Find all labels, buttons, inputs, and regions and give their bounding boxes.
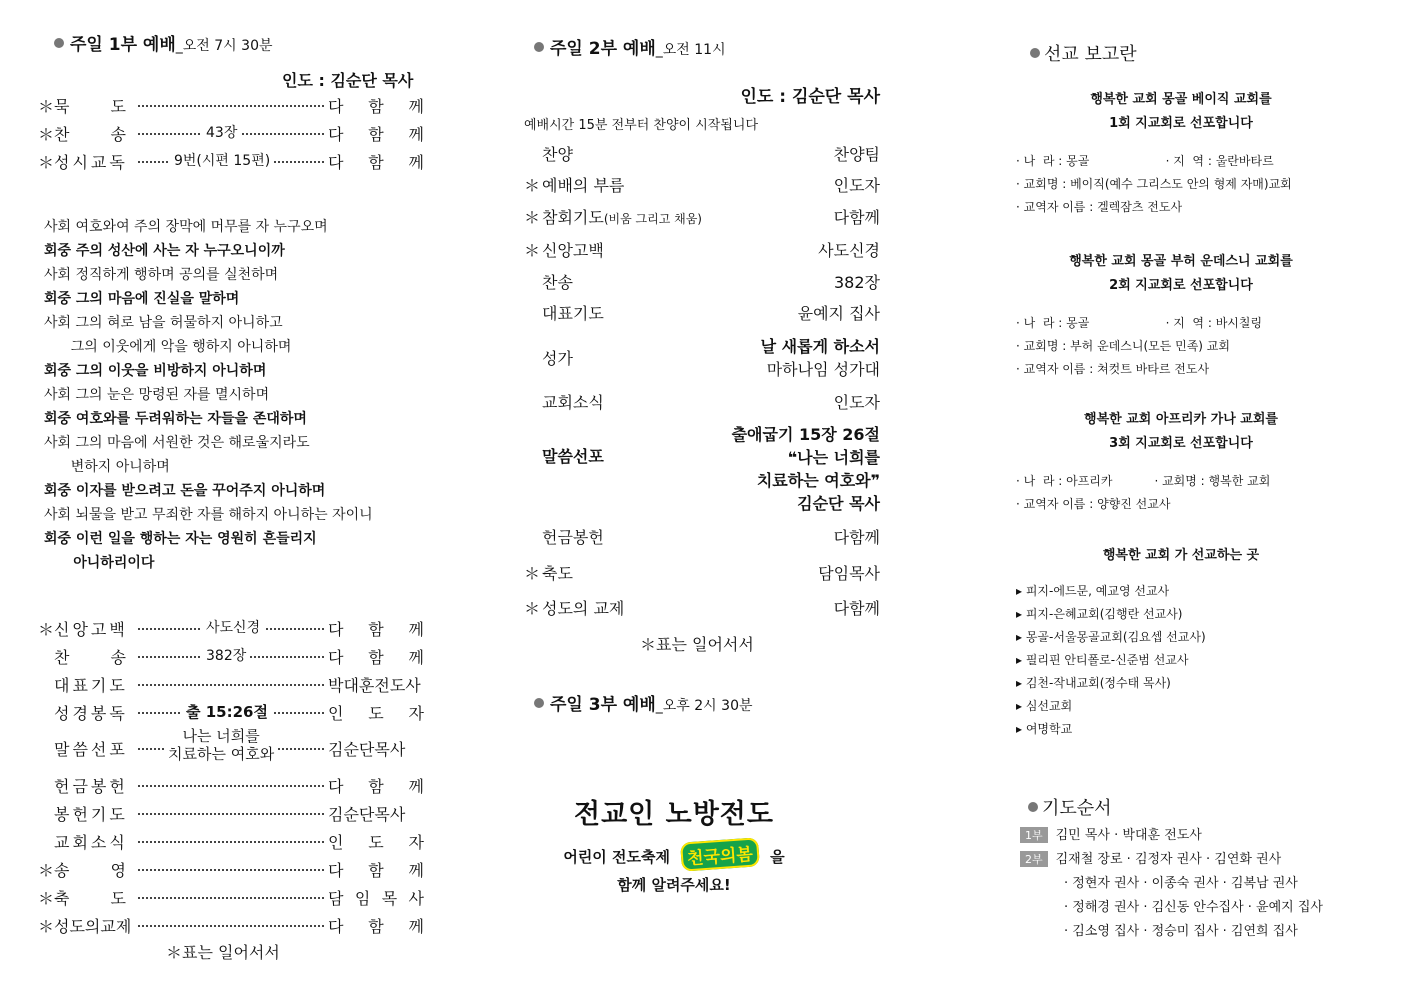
leader-dots: [138, 105, 324, 107]
standing-mark: ＊: [38, 153, 55, 172]
order-leader: [328, 617, 424, 640]
anthem-choir: 마하나임 성가대: [766, 360, 880, 379]
standing-mark: ＊: [524, 241, 541, 260]
order-detail: 나는 너희를 치료하는 여호와: [164, 727, 278, 763]
promo-line1: [524, 840, 824, 869]
order-row: [524, 596, 880, 620]
reading-line: 회중 여호와를 두려워하는 자들을 존대하며: [44, 411, 307, 427]
order-leader-char: 함: [368, 97, 384, 116]
prayer-row: [1064, 872, 1298, 891]
order-label-note: (비움 그리고 채움): [603, 212, 702, 226]
order-leader-char: 께: [408, 648, 424, 667]
reading-line: 사회 그의 마음에 서원한 것은 해로울지라도: [44, 435, 310, 451]
order-leader-char: 함: [368, 917, 384, 936]
order-leader-char: 께: [408, 620, 424, 639]
order-leader: [328, 94, 424, 117]
leader-dots: [138, 684, 324, 686]
order-leader-char: 함: [368, 861, 384, 880]
mission-detail: · 교역자 이름 : 겔렉잠츠 전도사: [1016, 200, 1183, 214]
standing-mark: ＊: [524, 176, 541, 195]
order-label: [542, 238, 604, 261]
mission-subheading: 2회 지교회로 선포합니다: [1109, 278, 1253, 293]
order-leader-char: 인: [328, 704, 344, 723]
order-label-text: 예배의 부름: [542, 176, 625, 195]
order-leader: [328, 737, 424, 760]
order-leader-char: 다: [328, 620, 344, 639]
order-label: 신앙고백: [54, 620, 128, 639]
reading-line: 회중 이자를 받으려고 돈을 꾸어주지 아니하며: [44, 483, 326, 499]
second-service-leader: 인도 : 김순단 목사: [740, 87, 880, 107]
order-label-text: 대표기도: [542, 304, 604, 323]
mission-detail: · 교회명 : 부허 운데스니(모든 민족) 교회: [1016, 339, 1230, 353]
reading-line: 사회 여호와여 주의 장막에 머무를 자 누구오며: [44, 219, 328, 235]
mission-place: ▸ 심선교회: [1016, 699, 1073, 713]
mission-place: ▸ 피지-은혜교회(김행란 선교사): [1016, 607, 1183, 621]
prayer-names: 김재철 장로 · 김정자 권사 · 김연화 권사: [1055, 852, 1282, 867]
prayer-names: · 김소영 집사 · 정승미 집사 · 김연희 집사: [1064, 924, 1298, 939]
order-leader: [328, 645, 424, 668]
order-detail: 사도신경: [202, 617, 264, 637]
order-leader-char: 목: [381, 889, 398, 908]
mission-detail: · 나 라 : 아프리카 · 교회명 : 행복한 교회: [1016, 474, 1271, 488]
bullet-icon: [534, 698, 544, 708]
order-label: 헌금봉헌: [54, 777, 128, 796]
order-label: 말씀선포: [54, 740, 128, 759]
order-row: [524, 301, 880, 325]
reading-line: 사회 정직하게 행하며 공의를 실천하며: [44, 267, 279, 283]
reading-line: 회중 그의 이웃을 비방하지 아니하며: [44, 363, 267, 379]
leader-dots: [138, 925, 324, 927]
reading-line: 변하지 아니하며: [44, 459, 170, 475]
order-leader: 382장: [834, 273, 880, 292]
order-label: 성시교독: [54, 153, 128, 172]
order-label: [542, 205, 702, 228]
reading-line: 사회 그의 눈은 망령된 자를 멸시하며: [44, 387, 270, 403]
mission-places-title: 행복한 교회 가 선교하는 곳: [1102, 548, 1260, 563]
standing-mark: ＊: [524, 599, 541, 618]
order-leader-char: 자: [408, 704, 424, 723]
mission-detail: · 교회명 : 베이직(예수 그리스도 안의 형제 자매)교회: [1016, 177, 1292, 191]
mission-place: ▸ 필리핀 안티폴로-신준범 선교사: [1016, 653, 1189, 667]
order-leader-char: 함: [368, 620, 384, 639]
order-leader-char: 김순단목사: [328, 740, 406, 759]
sermon-row: [524, 422, 880, 518]
reading-line: 아니하리이다: [44, 555, 155, 571]
third-service-title: [534, 690, 753, 715]
order-leader-char: 다: [328, 917, 344, 936]
sermon-title-line2: 치료하는 여호와❞: [756, 471, 880, 490]
second-service-title-text: 주일 2부 예배: [550, 39, 656, 59]
standing-mark: ＊: [524, 208, 541, 227]
order-row: [524, 238, 880, 262]
first-service-title-text: 주일 1부 예배: [70, 35, 176, 55]
standing-mark: ＊: [38, 125, 55, 144]
order-row: [38, 774, 428, 798]
order-row: [524, 525, 880, 549]
order-row: [524, 561, 880, 585]
order-row: [38, 802, 428, 826]
order-row: [38, 94, 428, 118]
order-label: 축도: [542, 564, 573, 583]
third-service-title-text: 주일 3부 예배: [550, 695, 656, 715]
sermon-title-line1: ❝나는 너희를: [787, 448, 880, 467]
order-label: 헌금봉헌: [542, 528, 604, 547]
order-leader-char: 다: [328, 861, 344, 880]
order-row: [524, 270, 880, 294]
bullet-icon: [534, 42, 544, 52]
standing-mark: ＊: [38, 97, 55, 116]
order-row: [38, 858, 428, 882]
order-detail: 43장: [202, 122, 241, 142]
mission-report-title-text: 선교 보고란: [1044, 44, 1137, 65]
leader-dots: [138, 869, 324, 871]
order-label: [542, 270, 573, 293]
order-row: [38, 886, 428, 910]
order-leader-char: 다: [328, 648, 344, 667]
order-label: 성도의교제: [54, 917, 132, 936]
order-leader: 윤예지 집사: [797, 304, 880, 323]
prayer-row: [1064, 920, 1298, 939]
mission-detail: · 교역자 이름 : 양향진 선교사: [1016, 497, 1171, 511]
mission-place: ▸ 피지-에드문, 예교영 선교사: [1016, 584, 1170, 598]
standing-mark: ＊: [38, 889, 55, 908]
order-label: 대표기도: [54, 676, 128, 695]
order-label: 묵 도: [54, 97, 129, 116]
order-leader: [328, 673, 424, 696]
reading-line: 그의 이웃에게 악을 행하지 아니하며: [44, 339, 292, 355]
order-leader: 다함께: [833, 528, 880, 547]
prayer-names: · 정현자 권사 · 이종숙 권사 · 김복남 권사: [1064, 876, 1298, 891]
festival-logo-badge: 천국의봄: [680, 837, 760, 871]
order-row: [38, 645, 428, 669]
order-row: [38, 701, 428, 725]
mission-heading: 행복한 교회 아프리카 가나 교회를: [1084, 412, 1278, 427]
order-leader: 찬양팀: [833, 145, 880, 164]
order-leader-char: 함: [368, 153, 384, 172]
order-leader-char: 다: [328, 125, 344, 144]
order-label: [542, 142, 573, 165]
order-label: [542, 301, 604, 324]
reading-line: 사회 뇌물을 받고 무죄한 자를 해하지 아니하는 자이니: [44, 507, 373, 523]
order-leader-char: 박대훈전도사: [328, 676, 421, 695]
order-leader: [328, 886, 424, 909]
order-label: 축 도: [54, 889, 129, 908]
mission-heading: 행복한 교회 몽골 부허 운데스니 교회를: [1069, 254, 1293, 269]
mission-subheading: 1회 지교회로 선포합니다: [1109, 116, 1253, 131]
order-leader-char: 도: [368, 833, 384, 852]
order-leader: [328, 858, 424, 881]
order-row: [38, 122, 428, 146]
leader-dots: [138, 841, 324, 843]
anthem-row: [524, 334, 880, 380]
order-label-text: 찬양: [542, 145, 573, 164]
prayer-names: 김민 목사 · 박대훈 전도사: [1055, 828, 1202, 843]
reading-line: 회중 그의 마음에 진실을 말하며: [44, 291, 240, 307]
prayer-order-title-text: 기도순서: [1042, 798, 1112, 819]
first-service-leader: 인도 : 김순단 목사: [282, 71, 414, 90]
anthem-title: 날 새롭게 하소서: [760, 337, 880, 356]
promo-particle: 을: [770, 848, 785, 866]
order-leader-char: 함: [368, 125, 384, 144]
order-leader-char: 김순단목사: [328, 805, 406, 824]
order-leader-char: 사: [408, 889, 424, 908]
order-label-text: 신앙고백: [542, 241, 604, 260]
order-leader: 다함께: [833, 208, 880, 227]
second-service-time: _오전 11시: [655, 42, 726, 58]
order-label: 찬 송: [54, 648, 129, 667]
order-leader: 다함께: [833, 599, 880, 618]
promo-headline: 전교인 노방전도: [574, 799, 774, 830]
order-label: [542, 173, 624, 196]
mission-subheading: 3회 지교회로 선포합니다: [1109, 436, 1253, 451]
order-leader-char: 께: [408, 917, 424, 936]
news-leader: 인도자: [833, 393, 880, 412]
prayer-names: · 정해경 권사 · 김신동 안수집사 · 윤예지 집사: [1064, 900, 1323, 915]
reading-line: 회중 주의 성산에 사는 자 누구오니이까: [44, 243, 285, 259]
order-leader-char: 임: [354, 889, 371, 908]
mission-place: ▸ 몽골-서울몽골교회(김요셉 선교사): [1016, 630, 1206, 644]
order-leader-char: 함: [368, 648, 384, 667]
reading-line: 사회 그의 혀로 남을 허물하지 아니하고: [44, 315, 283, 331]
mission-place: ▸ 김천-작내교회(정수태 목사): [1016, 676, 1171, 690]
order-leader: [328, 122, 424, 145]
first-service-footnote: ＊표는 일어서서: [166, 943, 280, 962]
standing-mark: ＊: [38, 620, 55, 639]
anthem-label: 성가: [542, 349, 573, 368]
standing-mark: ＊: [524, 564, 541, 583]
order-row: [38, 830, 428, 854]
prayer-order-title: [1028, 794, 1112, 820]
order-leader-char: 께: [408, 861, 424, 880]
order-label: 송 영: [54, 861, 129, 880]
first-service-title: [54, 30, 273, 55]
order-leader: [328, 914, 424, 937]
service-tag: 2부: [1020, 851, 1048, 867]
mission-detail: · 나 라 : 몽골 · 지 역 : 바시칠링: [1016, 316, 1263, 330]
order-leader-char: 께: [408, 777, 424, 796]
first-service-time: _오전 7시 30분: [175, 38, 273, 54]
order-row: [524, 142, 880, 166]
leader-dots: [138, 897, 324, 899]
order-row: [524, 205, 880, 229]
news-label: 교회소식: [542, 393, 604, 412]
prayer-row: [1020, 824, 1202, 843]
order-leader-char: 다: [328, 97, 344, 116]
second-service-title: [534, 34, 726, 59]
order-leader-char: 께: [408, 153, 424, 172]
mission-detail: · 나 라 : 몽골 · 지 역 : 울란바타르: [1016, 154, 1274, 168]
order-label: 성경봉독: [54, 704, 128, 723]
reading-line: 회중 이런 일을 행하는 자는 영원히 흔들리지: [44, 531, 317, 547]
prayer-row: [1064, 896, 1323, 915]
order-leader: 사도신경: [818, 241, 880, 260]
prayer-row: [1020, 848, 1281, 867]
order-leader-char: 도: [368, 704, 384, 723]
promo-line2: 함께 알려주세요!: [617, 876, 731, 894]
bullet-icon: [54, 38, 64, 48]
leader-dots: [138, 785, 324, 787]
order-detail: 출 15:26절: [182, 701, 272, 722]
order-leader: [328, 774, 424, 797]
leader-dots: [138, 813, 324, 815]
order-leader-char: 인: [328, 833, 344, 852]
order-leader: [328, 802, 424, 825]
order-label: 성도의 교제: [542, 599, 625, 618]
order-row: [38, 150, 428, 174]
order-label: 봉헌기도: [54, 805, 128, 824]
order-row: [38, 617, 428, 641]
mission-detail: · 교역자 이름 : 쳐컷트 바타르 전도사: [1016, 362, 1210, 376]
order-label: 교회소식: [54, 833, 128, 852]
news-row: [524, 390, 880, 414]
order-row: [38, 914, 428, 938]
mission-place: ▸ 여명학교: [1016, 722, 1073, 736]
standing-mark: ＊: [38, 861, 55, 880]
order-leader-char: 다: [328, 153, 344, 172]
order-row: [38, 673, 428, 697]
order-row: [524, 173, 880, 197]
order-leader-char: 께: [408, 125, 424, 144]
order-leader: [328, 701, 424, 724]
second-service-footnote: ＊표는 일어서서: [640, 635, 754, 654]
order-leader-char: 담: [328, 889, 344, 908]
order-row: [38, 727, 428, 763]
order-leader-char: 자: [408, 833, 424, 852]
order-leader-char: 께: [408, 97, 424, 116]
promo-festival: 어린이 전도축제: [563, 848, 670, 866]
order-detail: 9번(시편 15편): [170, 150, 274, 170]
order-label: 찬 송: [54, 125, 129, 144]
order-leader: [328, 830, 424, 853]
order-label-text: 찬송: [542, 273, 573, 292]
order-leader: 인도자: [833, 176, 880, 195]
bullet-icon: [1028, 802, 1038, 812]
order-leader-char: 함: [368, 777, 384, 796]
sermon-scripture: 출애굽기 15장 26절: [731, 425, 880, 444]
service-tag: 1부: [1020, 827, 1048, 843]
third-service-time: _오후 2시 30분: [655, 698, 753, 714]
order-leader-char: 다: [328, 777, 344, 796]
sermon-label: 말씀선포: [542, 447, 604, 466]
mission-report-title: [1030, 40, 1137, 66]
order-leader: [328, 150, 424, 173]
sermon-preacher: 김순단 목사: [797, 494, 880, 513]
praise-notice: 예배시간 15분 전부터 찬양이 시작됩니다: [524, 118, 758, 133]
mission-heading: 행복한 교회 몽골 베이직 교회를: [1090, 92, 1272, 107]
order-label-text: 참회기도: [542, 208, 604, 227]
order-leader: 담임목사: [818, 564, 880, 583]
order-detail: 382장: [202, 645, 250, 665]
bullet-icon: [1030, 48, 1040, 58]
standing-mark: ＊: [38, 917, 55, 936]
